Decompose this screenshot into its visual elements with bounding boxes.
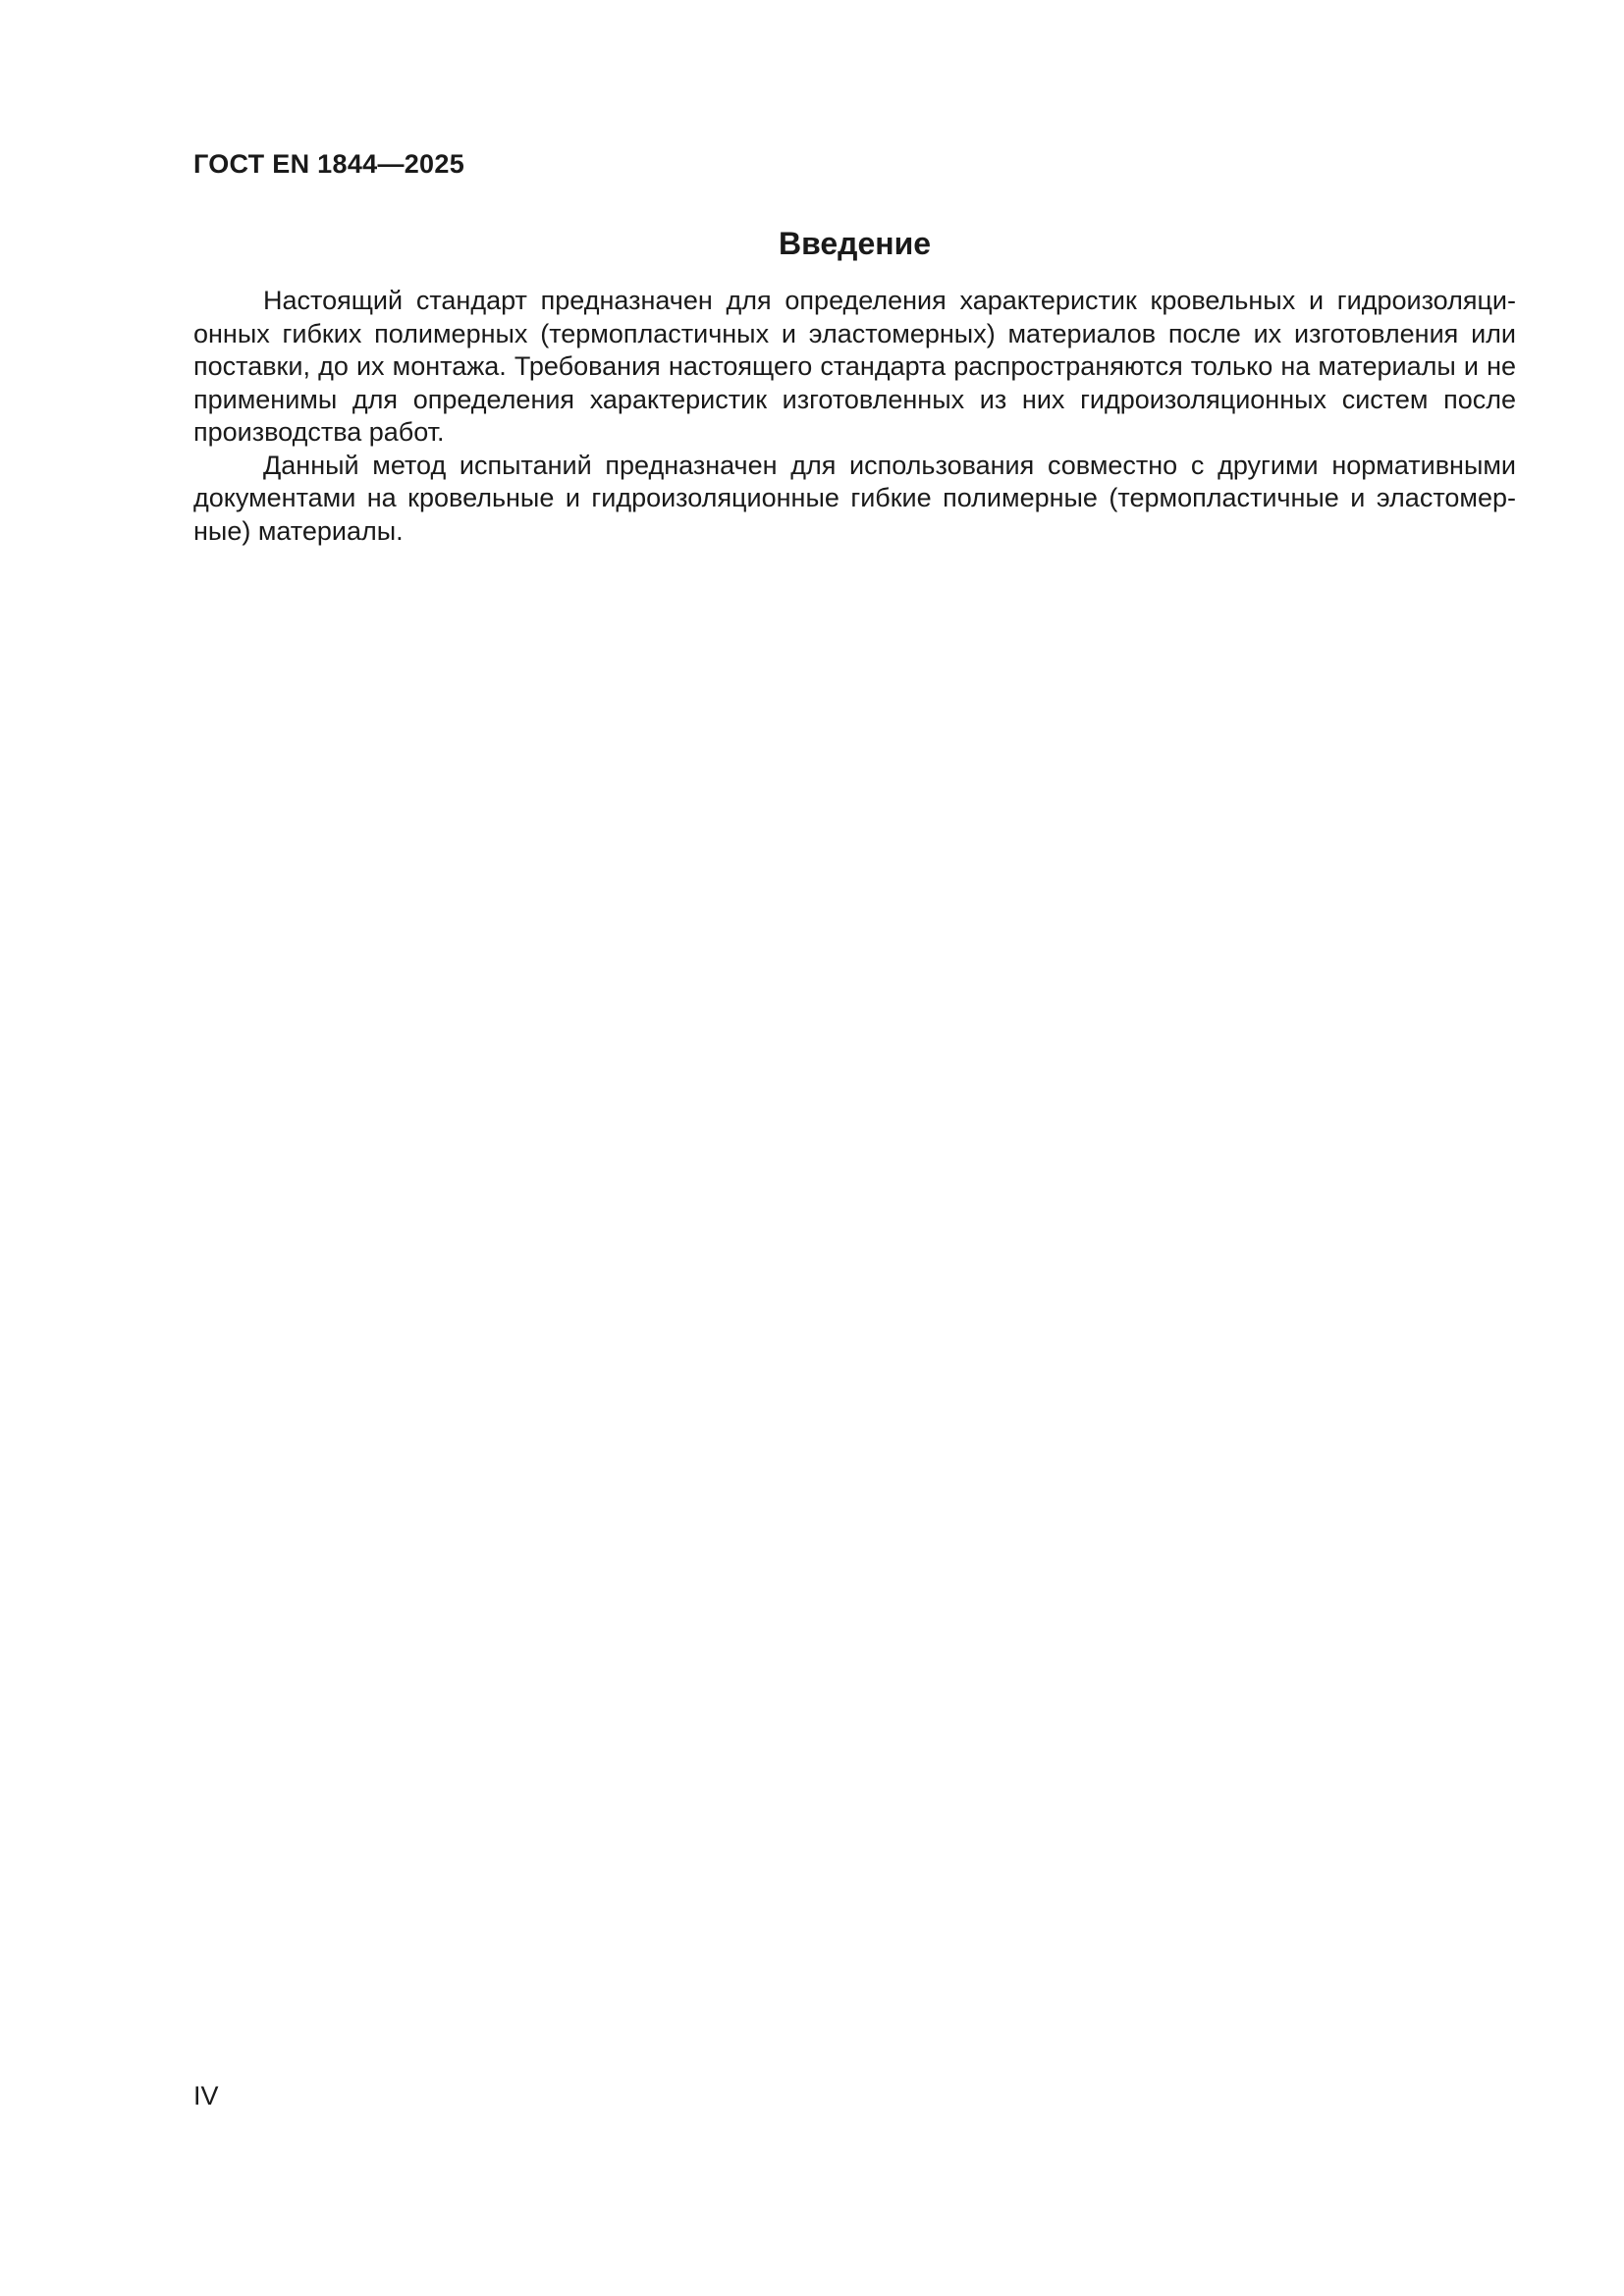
introduction-text bbox=[193, 285, 1516, 548]
paragraph: Настоящий стандарт предназначен для определения характеристик кровельных и гидроизоляционных гибких полимерных (термопластичных и эластомерных) материалов после их изготовления или поставки, до их монтажа. Требования настоящего стандарта распространяются только на материалы и не применимы для определения характеристик изготовленных из них гидроизоляционных систем после производства работ. bbox=[193, 286, 1516, 447]
paragraph: Данный метод испытаний предназначен для использования совместно с другими нормативными документами на кровельные и гидроизоляционные гибкие полимерные (термопластичные и эластомерные) материалы. bbox=[193, 450, 1516, 546]
page-number: IV bbox=[193, 2081, 219, 2110]
section-title: Введение bbox=[778, 226, 932, 261]
document-code-header: ГОСТ EN 1844—2025 bbox=[193, 149, 465, 179]
